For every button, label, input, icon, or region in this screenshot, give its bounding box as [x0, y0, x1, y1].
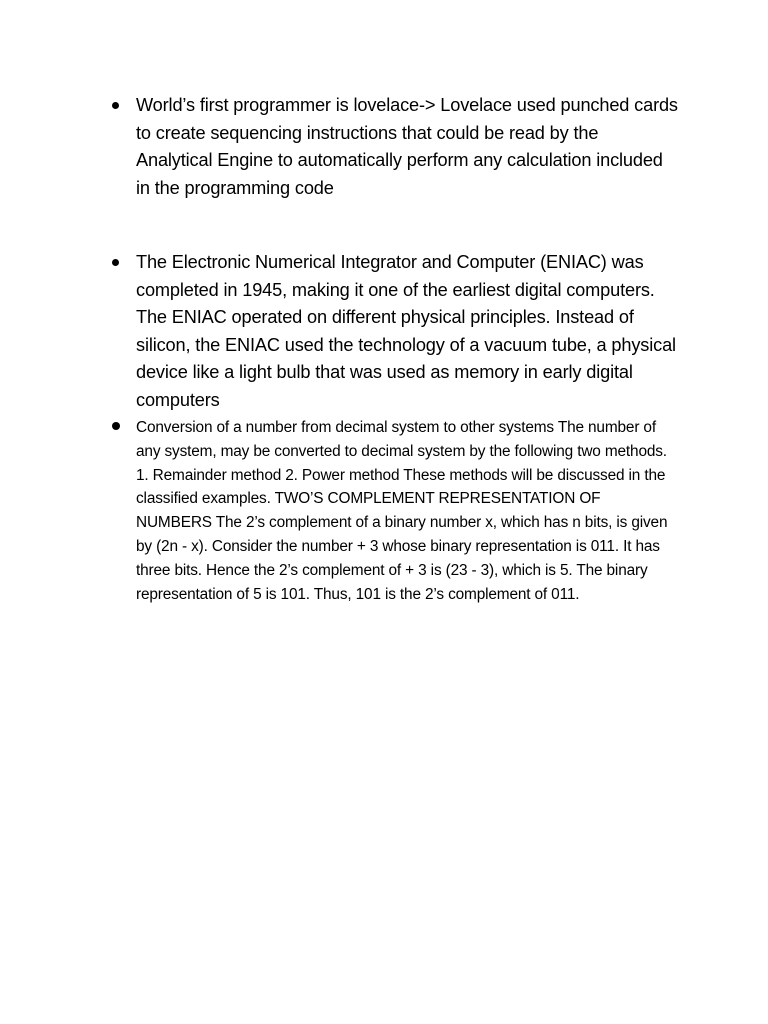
bullet-text-eniac: The Electronic Numerical Integrator and Computer (ENIAC) was completed in 1945, making it one of the earliest digital computers. The ENIAC operated on different physical principles. Instead of silicon, the ENIAC used the technology of a vacuum tube, a physical device like a light bulb that was used as memory in early digital computers: [136, 252, 676, 410]
bullet-text-lovelace: World’s first programmer is lovelace-> Lovelace used punched cards to create sequencing instructions that could be read by the Analytical Engine to automatically perform any calculation included in the programming code: [136, 95, 678, 198]
bullet-list: [108, 92, 678, 606]
bullet-icon: [112, 102, 119, 109]
list-item: [108, 249, 678, 414]
bullet-icon: [112, 259, 119, 266]
bullet-icon: [112, 422, 120, 430]
list-item: [108, 416, 678, 606]
bullet-text-number-conversion: Conversion of a number from decimal system to other systems The number of any system, may be converted to decimal system by the following two methods. 1. Remainder method 2. Power method These methods will be discussed in the classified examples. TWO’S COMPLEMENT REPRESENTATION OF NUMBERS The 2’s complement of a binary number x, which has n bits, is given by (2n - x). Consider the number + 3 whose binary representation is 011. It has three bits. Hence the 2’s complement of + 3 is (23 - 3), which is 5. The binary representation of 5 is 101. Thus, 101 is the 2’s complement of 011.: [136, 419, 668, 603]
list-item: [108, 92, 678, 202]
